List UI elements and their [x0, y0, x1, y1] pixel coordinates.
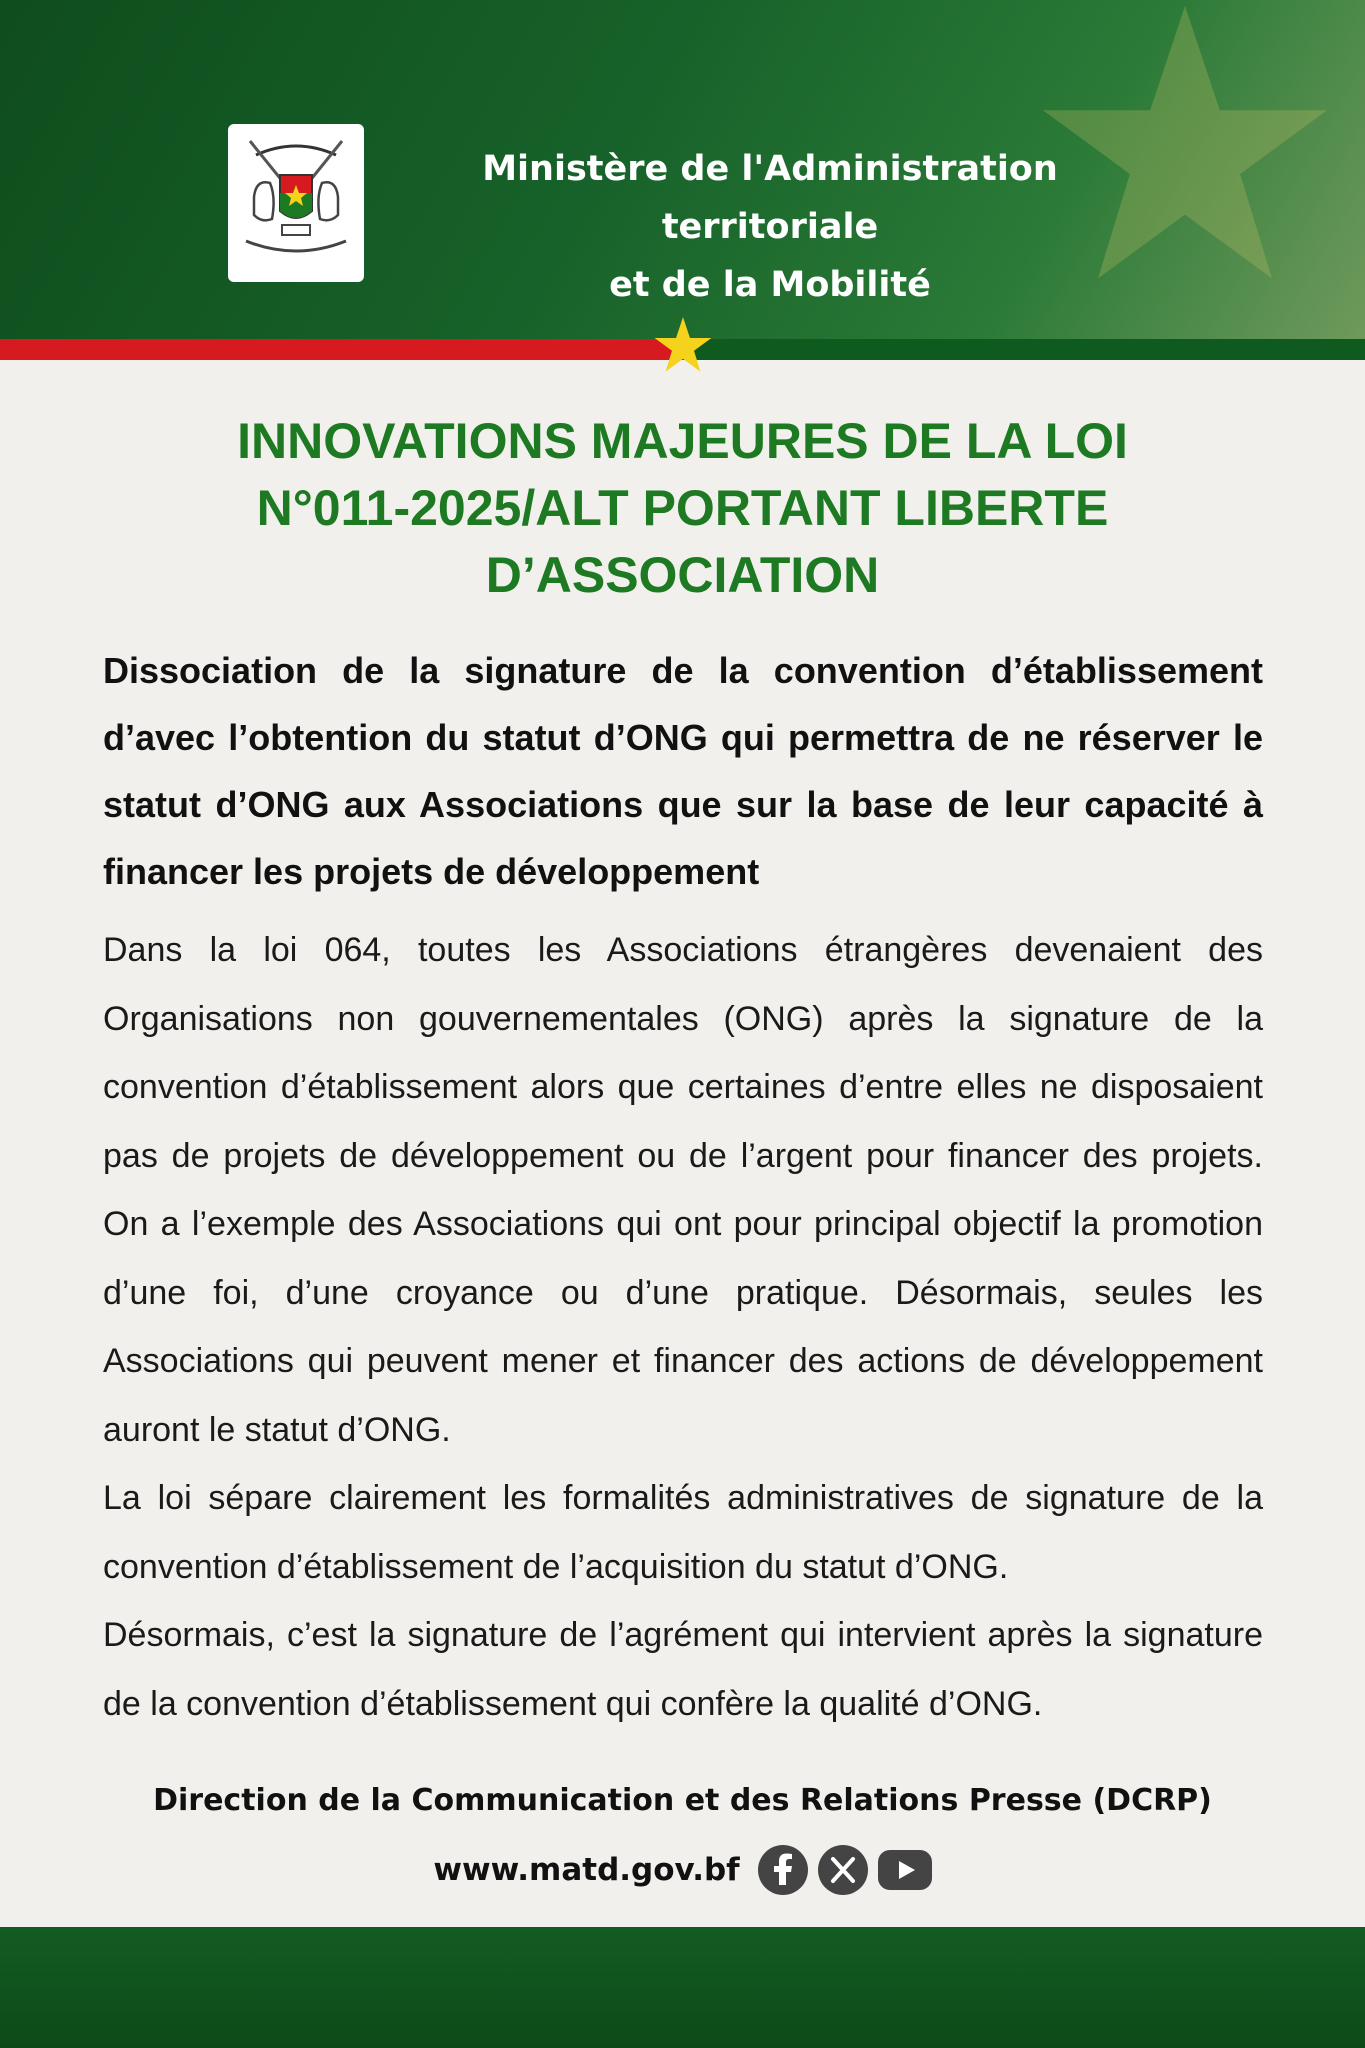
title-line-2: N°011-2025/ALT PORTANT LIBERTE: [256, 480, 1109, 536]
body-text: [103, 916, 1263, 1738]
ministry-name: [380, 140, 1160, 314]
footer-organization: Direction de la Communication et des Relations Presse (DCRP): [153, 1783, 1212, 1818]
title-line-1: INNOVATIONS MAJEURES DE LA LOI: [237, 413, 1128, 469]
header-banner: [0, 0, 1365, 340]
youtube-icon[interactable]: [878, 1850, 932, 1890]
page-title: [100, 408, 1265, 609]
lead-paragraph: Dissociation de la signature de la convention d’établissement d’avec l’obtention du statut d’ONG qui permettra de ne réserver le statut d’ONG aux Associations que sur la base de leur capacité à financer les projets de développement: [103, 650, 1263, 892]
body-paragraph-3: Désormais, c’est la signature de l’agrément qui intervient après la signature de la convention d’établissement qui confère la qualité d’ONG.: [103, 1616, 1263, 1723]
flag-stripe-green: [682, 339, 1365, 360]
body-paragraph-1: Dans la loi 064, toutes les Associations étrangères devenaient des Organisations non gouvernementales (ONG) après la signature de la convention d’établissement alors que certaines d’entre elles ne disposaient pas de projets de développement ou de l’argent pour financer des projets. On a l’exemple des Associations qui ont pour principal objectif la promotion d’une foi, d’une croyance ou d’une pratique. Désormais, seules les Associations qui peuvent mener et financer des actions de développement auront le statut d’ONG.: [103, 931, 1263, 1449]
flag-stripe-red: [0, 339, 682, 360]
footer-band: [0, 1927, 1365, 2048]
coat-of-arms-emblem: [228, 124, 364, 282]
ministry-line-2: et de la Mobilité: [609, 265, 931, 305]
footer-links: [0, 1840, 1365, 1900]
facebook-icon[interactable]: [758, 1845, 808, 1895]
ministry-line-1: Ministère de l'Administration territoriale: [482, 149, 1058, 247]
title-line-3: D’ASSOCIATION: [485, 547, 880, 603]
coat-of-arms-icon: [236, 133, 356, 273]
website-link[interactable]: www.matd.gov.bf: [433, 1852, 740, 1888]
flag-star-icon: [653, 316, 713, 374]
body-paragraph-2: La loi sépare clairement les formalités administratives de signature de la convention d’établissement de l’acquisition du statut d’ONG.: [103, 1479, 1263, 1586]
x-icon[interactable]: [818, 1845, 868, 1895]
